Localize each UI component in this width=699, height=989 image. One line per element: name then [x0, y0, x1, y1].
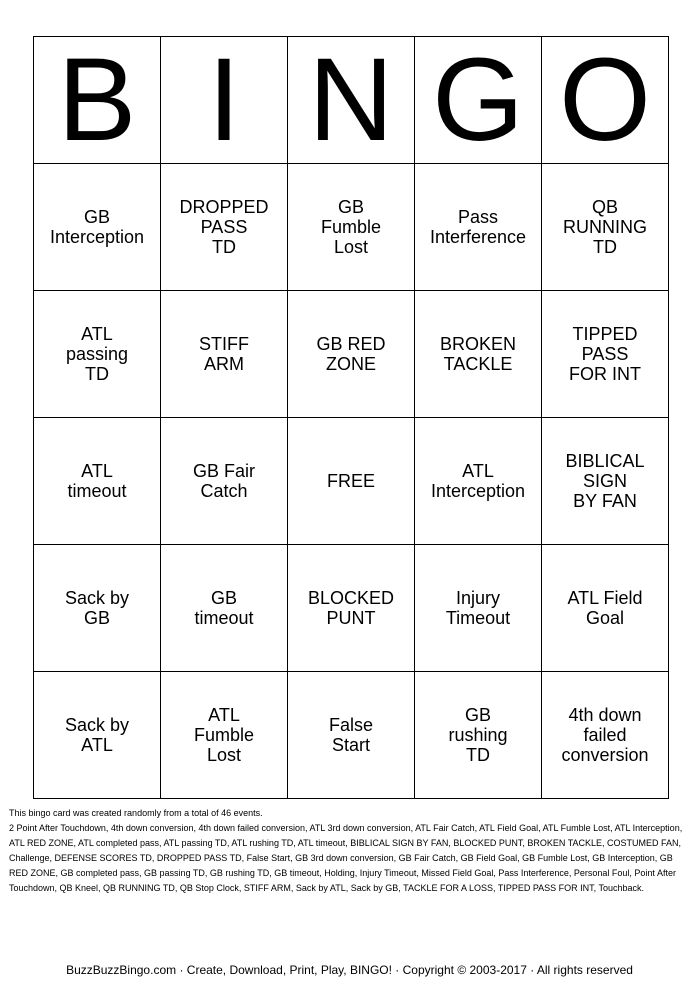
bingo-square-text	[190, 705, 258, 765]
bingo-square-line: Interference	[429, 226, 527, 247]
bingo-square[interactable]	[34, 672, 161, 799]
bingo-square-text	[561, 451, 648, 511]
bingo-square[interactable]	[542, 418, 669, 545]
bingo-square-line: conversion	[561, 744, 649, 765]
bingo-square-line: TACKLE	[443, 353, 513, 374]
header-cell-b	[34, 34, 161, 166]
bingo-square-text	[195, 334, 253, 374]
bingo-square-text	[325, 715, 377, 755]
bingo-square-line: STIFF	[199, 333, 249, 354]
bingo-square-text	[426, 207, 530, 247]
bingo-row	[34, 545, 669, 672]
bingo-square-text	[557, 705, 652, 765]
site-footer: BuzzBuzzBingo.com · Create, Download, Print, Play, BINGO! · Copyright © 2003-2017 · All rights reserved	[66, 963, 633, 977]
header-letter: O	[559, 34, 651, 166]
bingo-square[interactable]	[161, 291, 288, 418]
bingo-square-text	[436, 334, 520, 374]
bingo-square-line: SIGN	[582, 470, 627, 491]
bingo-square[interactable]	[288, 291, 415, 418]
header-cell-o	[542, 34, 669, 166]
bingo-square-line: BLOCKED	[307, 587, 395, 608]
header-letter: N	[308, 34, 394, 166]
bingo-square-line: PASS	[581, 343, 629, 364]
bingo-square-line: GB	[464, 704, 491, 725]
bingo-square-text	[46, 207, 148, 247]
bingo-square[interactable]	[161, 545, 288, 672]
bingo-square[interactable]	[288, 672, 415, 799]
header-cell-g	[415, 34, 542, 166]
bingo-square[interactable]	[161, 164, 288, 291]
bingo-square-line: ZONE	[325, 353, 376, 374]
bingo-square-text	[189, 461, 259, 501]
bingo-square[interactable]	[415, 545, 542, 672]
bingo-row	[34, 418, 669, 545]
bingo-row	[34, 291, 669, 418]
bingo-square-line: Timeout	[445, 607, 511, 628]
bingo-square[interactable]	[288, 418, 415, 545]
bingo-square-line: Pass	[457, 206, 499, 227]
header-cell-i	[161, 34, 288, 166]
bingo-square[interactable]	[542, 291, 669, 418]
bingo-square[interactable]	[161, 672, 288, 799]
bingo-square-line: GB	[210, 587, 237, 608]
bingo-square-line: ATL	[81, 323, 113, 344]
bingo-square-line: Lost	[206, 744, 242, 765]
bingo-square-text	[444, 705, 511, 765]
event-list: 2 Point After Touchdown, 4th down conversion, 4th down failed conversion, ATL 3rd down conversion, ATL Fair Catch, ATL Field Goal, ATL Fumble Lost, ATL Interception, ATL RED ZONE, ATL completed pass, ATL passing TD, ATL rushing TD, ATL timeout, BIBLICAL SIGN BY FAN, BLOCKED PUNT, BROKEN TACKLE, COSTUMED FAN, Challenge, DEFENSE SCORES TD, DROPPED PASS TD, False Start, GB 3rd down conversion, GB Fair Catch, GB Field Goal, GB Fumble Lost, GB Interception, GB RED ZONE, GB completed pass, GB passing TD, GB rushing TD, GB timeout, Holding, Injury Timeout, Missed Field Goal, Pass Interference, Personal Foul, Point After Touchdown, QB Kneel, QB RUNNING TD, QB Stop Clock, STIFF ARM, Sack by ATL, Sack by GB, TACKLE FOR A LOSS, TIPPED PASS FOR INT, Touchback.	[9, 823, 683, 893]
bingo-square-text	[559, 197, 651, 257]
bingo-square-line: FREE	[326, 470, 375, 491]
bingo-square[interactable]	[415, 291, 542, 418]
bingo-square-line: PUNT	[326, 607, 376, 628]
bingo-square[interactable]	[542, 164, 669, 291]
bingo-square[interactable]	[415, 672, 542, 799]
bingo-square-text	[312, 334, 389, 374]
bingo-square-line: passing	[65, 343, 129, 364]
bingo-square-line: ATL	[208, 704, 240, 725]
bingo-square-text	[304, 588, 398, 628]
bingo-square-text	[317, 197, 385, 257]
bingo-row	[34, 164, 669, 291]
bingo-square-line: Interception	[430, 480, 526, 501]
bingo-square-line: BIBLICAL	[565, 450, 645, 471]
bingo-square-line: FOR INT	[569, 363, 641, 384]
bingo-square-text	[175, 197, 272, 257]
bingo-square-line: Sack by	[64, 587, 130, 608]
bingo-square-line: 4th down	[568, 704, 642, 725]
card-info	[9, 806, 693, 896]
bingo-square-text	[61, 588, 133, 628]
bingo-square[interactable]	[415, 418, 542, 545]
bingo-square-line: TD	[211, 236, 236, 257]
bingo-square[interactable]	[161, 418, 288, 545]
bingo-square-line: PASS	[200, 216, 248, 237]
bingo-square-text	[62, 324, 132, 384]
header-row	[34, 37, 669, 164]
bingo-square-line: TD	[84, 363, 109, 384]
bingo-square-line: Start	[331, 734, 370, 755]
bingo-square-line: GB Fair	[192, 460, 255, 481]
bingo-square-line: ATL	[81, 460, 113, 481]
bingo-square-text	[63, 461, 130, 501]
bingo-square-line: GB	[83, 607, 110, 628]
bingo-square[interactable]	[34, 418, 161, 545]
bingo-row	[34, 672, 669, 799]
bingo-square-line: QB	[591, 196, 618, 217]
bingo-square-line: rushing	[448, 724, 508, 745]
bingo-square-line: Injury	[455, 587, 500, 608]
bingo-card	[33, 36, 669, 799]
bingo-square-line: TD	[465, 744, 490, 765]
bingo-square[interactable]	[542, 672, 669, 799]
bingo-square-line: GB	[83, 206, 110, 227]
bingo-square-line: Fumble	[320, 216, 382, 237]
header-letter: B	[57, 34, 137, 166]
bingo-square-line: Catch	[200, 480, 248, 501]
bingo-square-line: TIPPED	[572, 323, 638, 344]
bingo-square[interactable]	[288, 164, 415, 291]
bingo-square-line: Interception	[49, 226, 145, 247]
bingo-square-line: DROPPED	[179, 196, 269, 217]
bingo-square-line: BY FAN	[573, 490, 637, 511]
bingo-square-line: failed	[583, 724, 627, 745]
header-cell-n	[288, 34, 415, 166]
card-summary: This bingo card was created randomly from a total of 46 events.	[9, 808, 263, 818]
bingo-square-line: ATL Field	[567, 587, 643, 608]
bingo-square-line: Sack by	[64, 714, 130, 735]
bingo-square[interactable]	[288, 545, 415, 672]
bingo-square-line: ATL	[81, 734, 113, 755]
bingo-square-line: timeout	[67, 480, 127, 501]
bingo-square-line: GB	[337, 196, 364, 217]
bingo-square[interactable]	[415, 164, 542, 291]
bingo-square-text	[323, 471, 379, 491]
bingo-square-line: Goal	[585, 607, 625, 628]
bingo-square-text	[190, 588, 257, 628]
bingo-square[interactable]	[542, 545, 669, 672]
bingo-square-line: BROKEN	[439, 333, 517, 354]
bingo-square-line: Fumble	[193, 724, 255, 745]
bingo-square-line: timeout	[194, 607, 254, 628]
bingo-square-text	[427, 461, 529, 501]
bingo-square[interactable]	[34, 545, 161, 672]
bingo-square-text	[442, 588, 514, 628]
bingo-square-line: ARM	[204, 353, 244, 374]
bingo-square-line: TD	[593, 236, 617, 257]
bingo-square-line: ATL	[462, 460, 494, 481]
bingo-square-line: False	[328, 714, 373, 735]
header-letter: G	[432, 34, 524, 166]
bingo-square[interactable]	[34, 291, 161, 418]
bingo-square-line: RUNNING	[563, 216, 647, 237]
bingo-square-text	[565, 324, 645, 384]
bingo-square-line: Lost	[333, 236, 369, 257]
bingo-square-text	[61, 715, 133, 755]
bingo-square-line: GB RED	[316, 333, 386, 354]
bingo-square[interactable]	[34, 164, 161, 291]
header-letter: I	[207, 34, 241, 166]
bingo-square-text	[563, 588, 646, 628]
